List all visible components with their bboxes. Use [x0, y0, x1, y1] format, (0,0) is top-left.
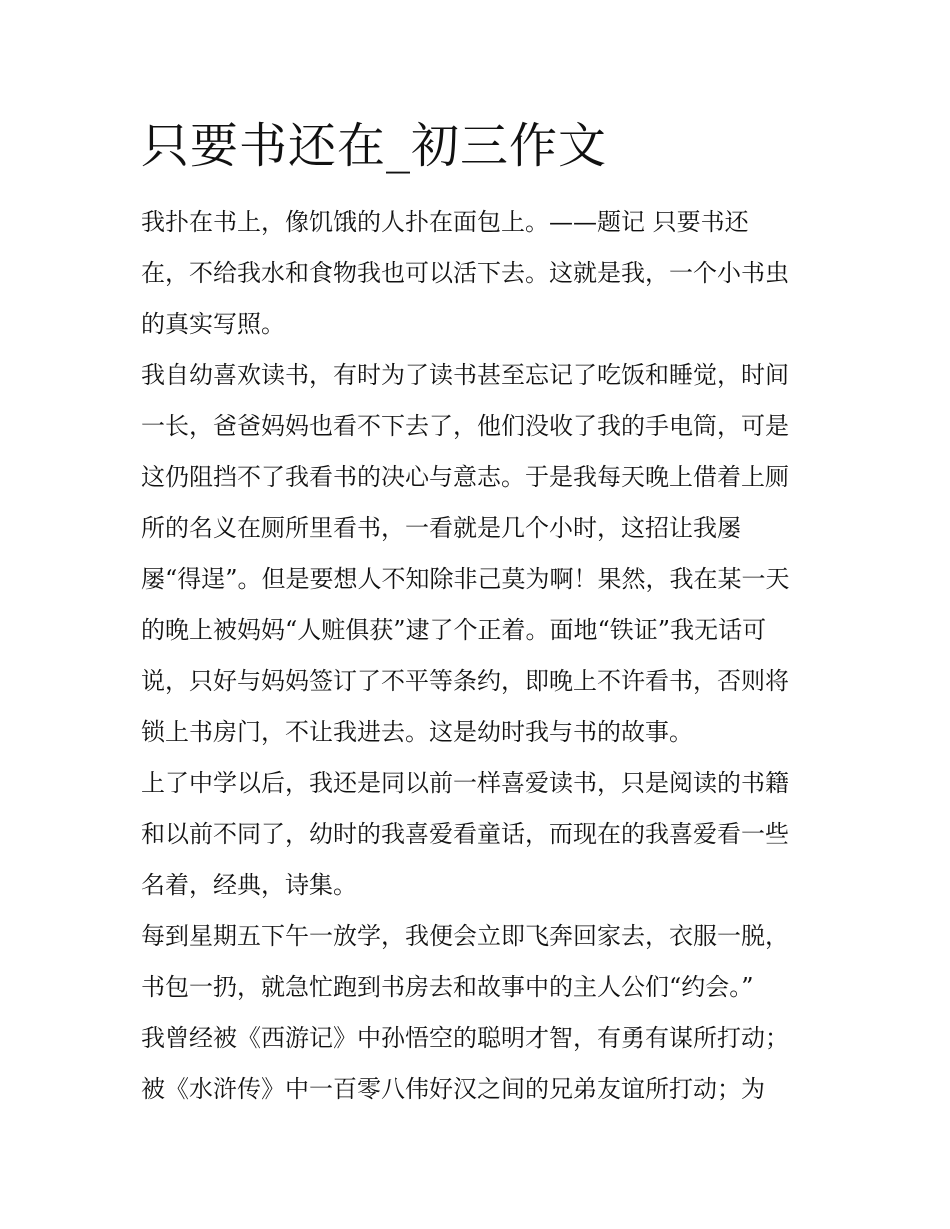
text-line-2: 在，不给我水和食物我也可以活下去。这就是我，一个小书虫 [141, 259, 789, 287]
text-line-15: 每到星期五下午一放学，我便会立即飞奔回家去，衣服一脱， [141, 922, 789, 950]
document-title: 只要书还在_初三作文 [141, 118, 608, 174]
text-line-12: 上了中学以后，我还是同以前一样喜爱读书，只是阅读的书籍 [141, 769, 789, 797]
text-line-11: 锁上书房门，不让我进去。这是幼时我与书的故事。 [141, 718, 693, 746]
text-line-18: 被《水浒传》中一百零八伟好汉之间的兄弟友谊所打动；为 [141, 1075, 765, 1103]
text-line-13: 和以前不同了，幼时的我喜爱看童话，而现在的我喜爱看一些 [141, 820, 789, 848]
text-line-16: 书包一扔，就急忙跑到书房去和故事中的主人公们“约会。” [141, 973, 754, 1001]
text-line-5: 一长，爸爸妈妈也看不下去了，他们没收了我的手电筒，可是 [141, 412, 789, 440]
text-line-14: 名着，经典，诗集。 [141, 871, 357, 899]
text-line-7: 所的名义在厕所里看书，一看就是几个小时，这招让我屡 [141, 514, 741, 542]
text-line-6: 这仍阻挡不了我看书的决心与意志。于是我每天晚上借着上厕 [141, 463, 789, 491]
text-line-3: 的真实写照。 [141, 310, 285, 338]
text-line-17: 我曾经被《西游记》中孙悟空的聪明才智，有勇有谋所打动； [141, 1024, 789, 1052]
text-line-9: 的晚上被妈妈“人赃俱获”逮了个正着。面地“铁证”我无话可 [141, 616, 767, 644]
text-line-10: 说，只好与妈妈签订了不平等条约，即晚上不许看书，否则将 [141, 667, 789, 695]
text-line-4: 我自幼喜欢读书，有时为了读书甚至忘记了吃饭和睡觉，时间 [141, 361, 789, 389]
text-line-1: 我扑在书上，像饥饿的人扑在面包上。——题记 只要书还 [141, 208, 749, 236]
text-line-8: 屡“得逞”。但是要想人不知除非己莫为啊！果然，我在某一天 [141, 565, 790, 593]
